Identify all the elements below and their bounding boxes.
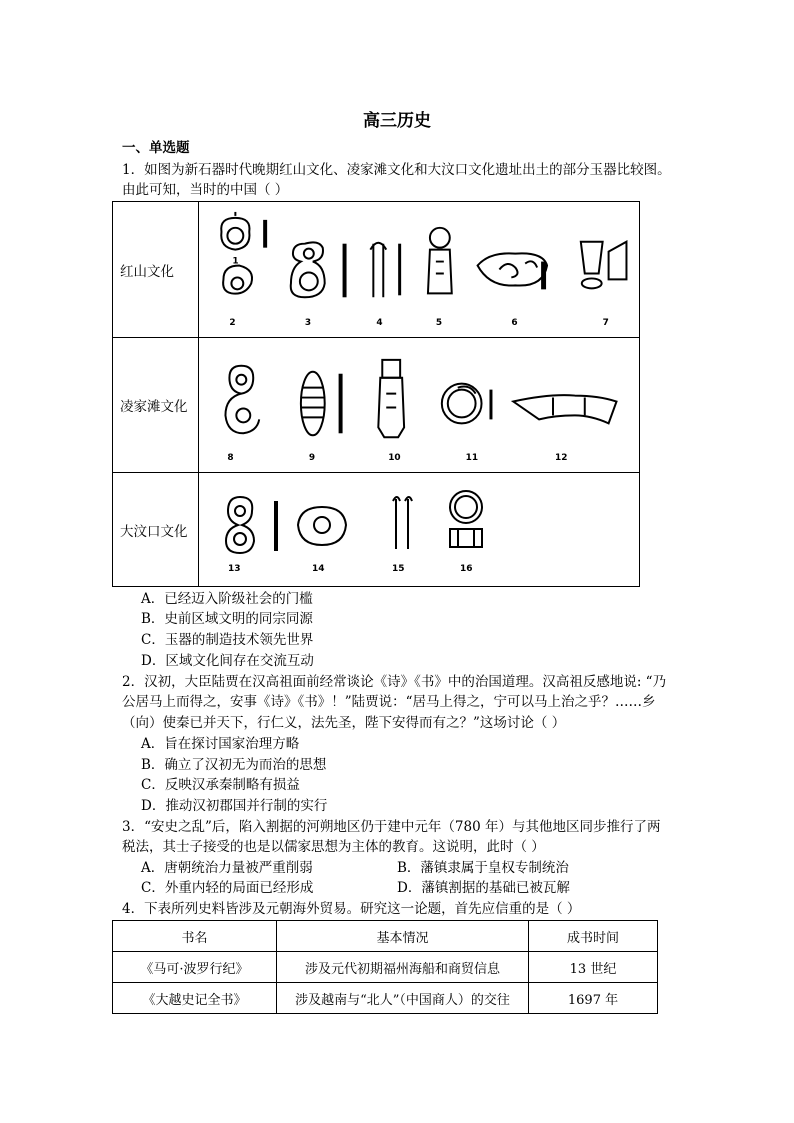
jade-number: 13 xyxy=(228,564,241,574)
table-cell: 涉及越南与“北人”（中国商人）的交往 xyxy=(277,983,529,1014)
q2-option-c[interactable]: C．反映汉承秦制略有损益 xyxy=(141,777,300,793)
q3-stem-line1: 3．“安史之乱”后，陷入割据的河朔地区仍于建中元年（780 年）与其他地区同步推行了两 xyxy=(122,819,661,835)
jade-number: 11 xyxy=(465,453,479,464)
jade-row-label: 凌家滩文化 xyxy=(113,338,199,472)
q1-option-d[interactable]: D．区域文化间存在交流互动 xyxy=(141,653,314,669)
q2-option-b[interactable]: B．确立了汉初无为而治的思想 xyxy=(141,757,327,773)
table-cell: 13 世纪 xyxy=(529,952,658,983)
q1-stem-line2: 由此可知，当时的中国（ ） xyxy=(122,182,289,198)
trade-sources-table xyxy=(112,920,658,1014)
q3-option-b[interactable]: B．藩镇隶属于皇权专制统治 xyxy=(397,860,569,876)
table-row xyxy=(113,952,658,983)
jade-number: 12 xyxy=(554,453,568,464)
q1-option-b[interactable]: B．史前区域文明的同宗同源 xyxy=(141,611,313,627)
jade-row-label: 大汶口文化 xyxy=(113,473,199,587)
hongshan-jade-drawings xyxy=(200,202,639,337)
jade-number: 3 xyxy=(304,318,312,329)
q4-stem-line1: 4．下表所列史料皆涉及元朝海外贸易。研究这一论题，首先应信重的是（ ） xyxy=(122,901,581,917)
q2-stem-line3: （向）使秦已并天下，行仁义，法先圣，陛下安得而有之？”这场讨论（ ） xyxy=(122,715,566,731)
table-cell: 1697 年 xyxy=(529,983,658,1014)
jade-row-dawenkou xyxy=(113,473,639,587)
jade-number: 1 xyxy=(232,256,239,267)
q3-option-a[interactable]: A．唐朝统治力量被严重削弱 xyxy=(141,860,313,876)
q1-option-c[interactable]: C．玉器的制造技术领先世界 xyxy=(141,632,314,648)
table-cell: 《马可·波罗行纪》 xyxy=(113,952,277,983)
q2-stem-line2: 公居马上而得之，安事《诗》《书》！”陆贾说：“居马上得之，宁可以马上治之乎？……乡 xyxy=(122,694,656,710)
dawenkou-jade-drawings xyxy=(200,473,639,587)
table-header-cell: 成书时间 xyxy=(529,921,658,952)
jade-row-lingjiatan xyxy=(113,338,639,473)
jade-row-hongshan xyxy=(113,202,639,338)
jade-number: 7 xyxy=(602,318,609,329)
jade-number: 15 xyxy=(392,564,405,574)
jade-number: 5 xyxy=(435,318,443,329)
jade-number: 14 xyxy=(312,564,325,574)
q2-stem-line1: 2．汉初，大臣陆贾在汉高祖面前经常谈论《诗》《书》中的治国道理。汉高祖反感地说: “乃 xyxy=(122,674,667,690)
lingjiatan-jade-drawings xyxy=(200,338,639,472)
q2-option-a[interactable]: A．旨在探讨国家治理方略 xyxy=(141,736,300,752)
q2-option-d[interactable]: D．推动汉初郡国并行制的实行 xyxy=(141,798,328,814)
q3-option-d[interactable]: D．藩镇割据的基础已被瓦解 xyxy=(397,880,570,896)
q3-stem-line2: 税法，其士子接受的也是以儒家思想为主体的教育。这说明，此时（ ） xyxy=(122,839,545,855)
jade-row-label: 红山文化 xyxy=(113,202,199,337)
q1-stem-line1: 1．如图为新石器时代晚期红山文化、凌家滩文化和大汶口文化遗址出土的部分玉器比较图。 xyxy=(122,162,671,178)
jade-number: 9 xyxy=(308,453,316,464)
q1-option-a[interactable]: A．已经迈入阶级社会的门槛 xyxy=(141,591,313,607)
jade-number: 10 xyxy=(388,453,401,464)
jade-number: 16 xyxy=(460,564,473,574)
jade-number: 4 xyxy=(376,318,383,329)
table-header-cell: 基本情况 xyxy=(277,921,529,952)
table-header-row xyxy=(113,921,658,952)
page-title: 高三历史 xyxy=(363,111,431,131)
table-cell: 《大越史记全书》 xyxy=(113,983,277,1014)
table-row xyxy=(113,983,658,1014)
table-cell: 涉及元代初期福州海船和商贸信息 xyxy=(277,952,529,983)
jade-number: 6 xyxy=(511,318,518,329)
jade-number: 8 xyxy=(227,453,234,464)
jade-number: 2 xyxy=(229,318,236,329)
table-header-cell: 书名 xyxy=(113,921,277,952)
q3-option-c[interactable]: C．外重内轻的局面已经形成 xyxy=(141,880,314,896)
jade-comparison-figure xyxy=(112,201,640,587)
section-heading: 一、单选题 xyxy=(122,140,190,156)
